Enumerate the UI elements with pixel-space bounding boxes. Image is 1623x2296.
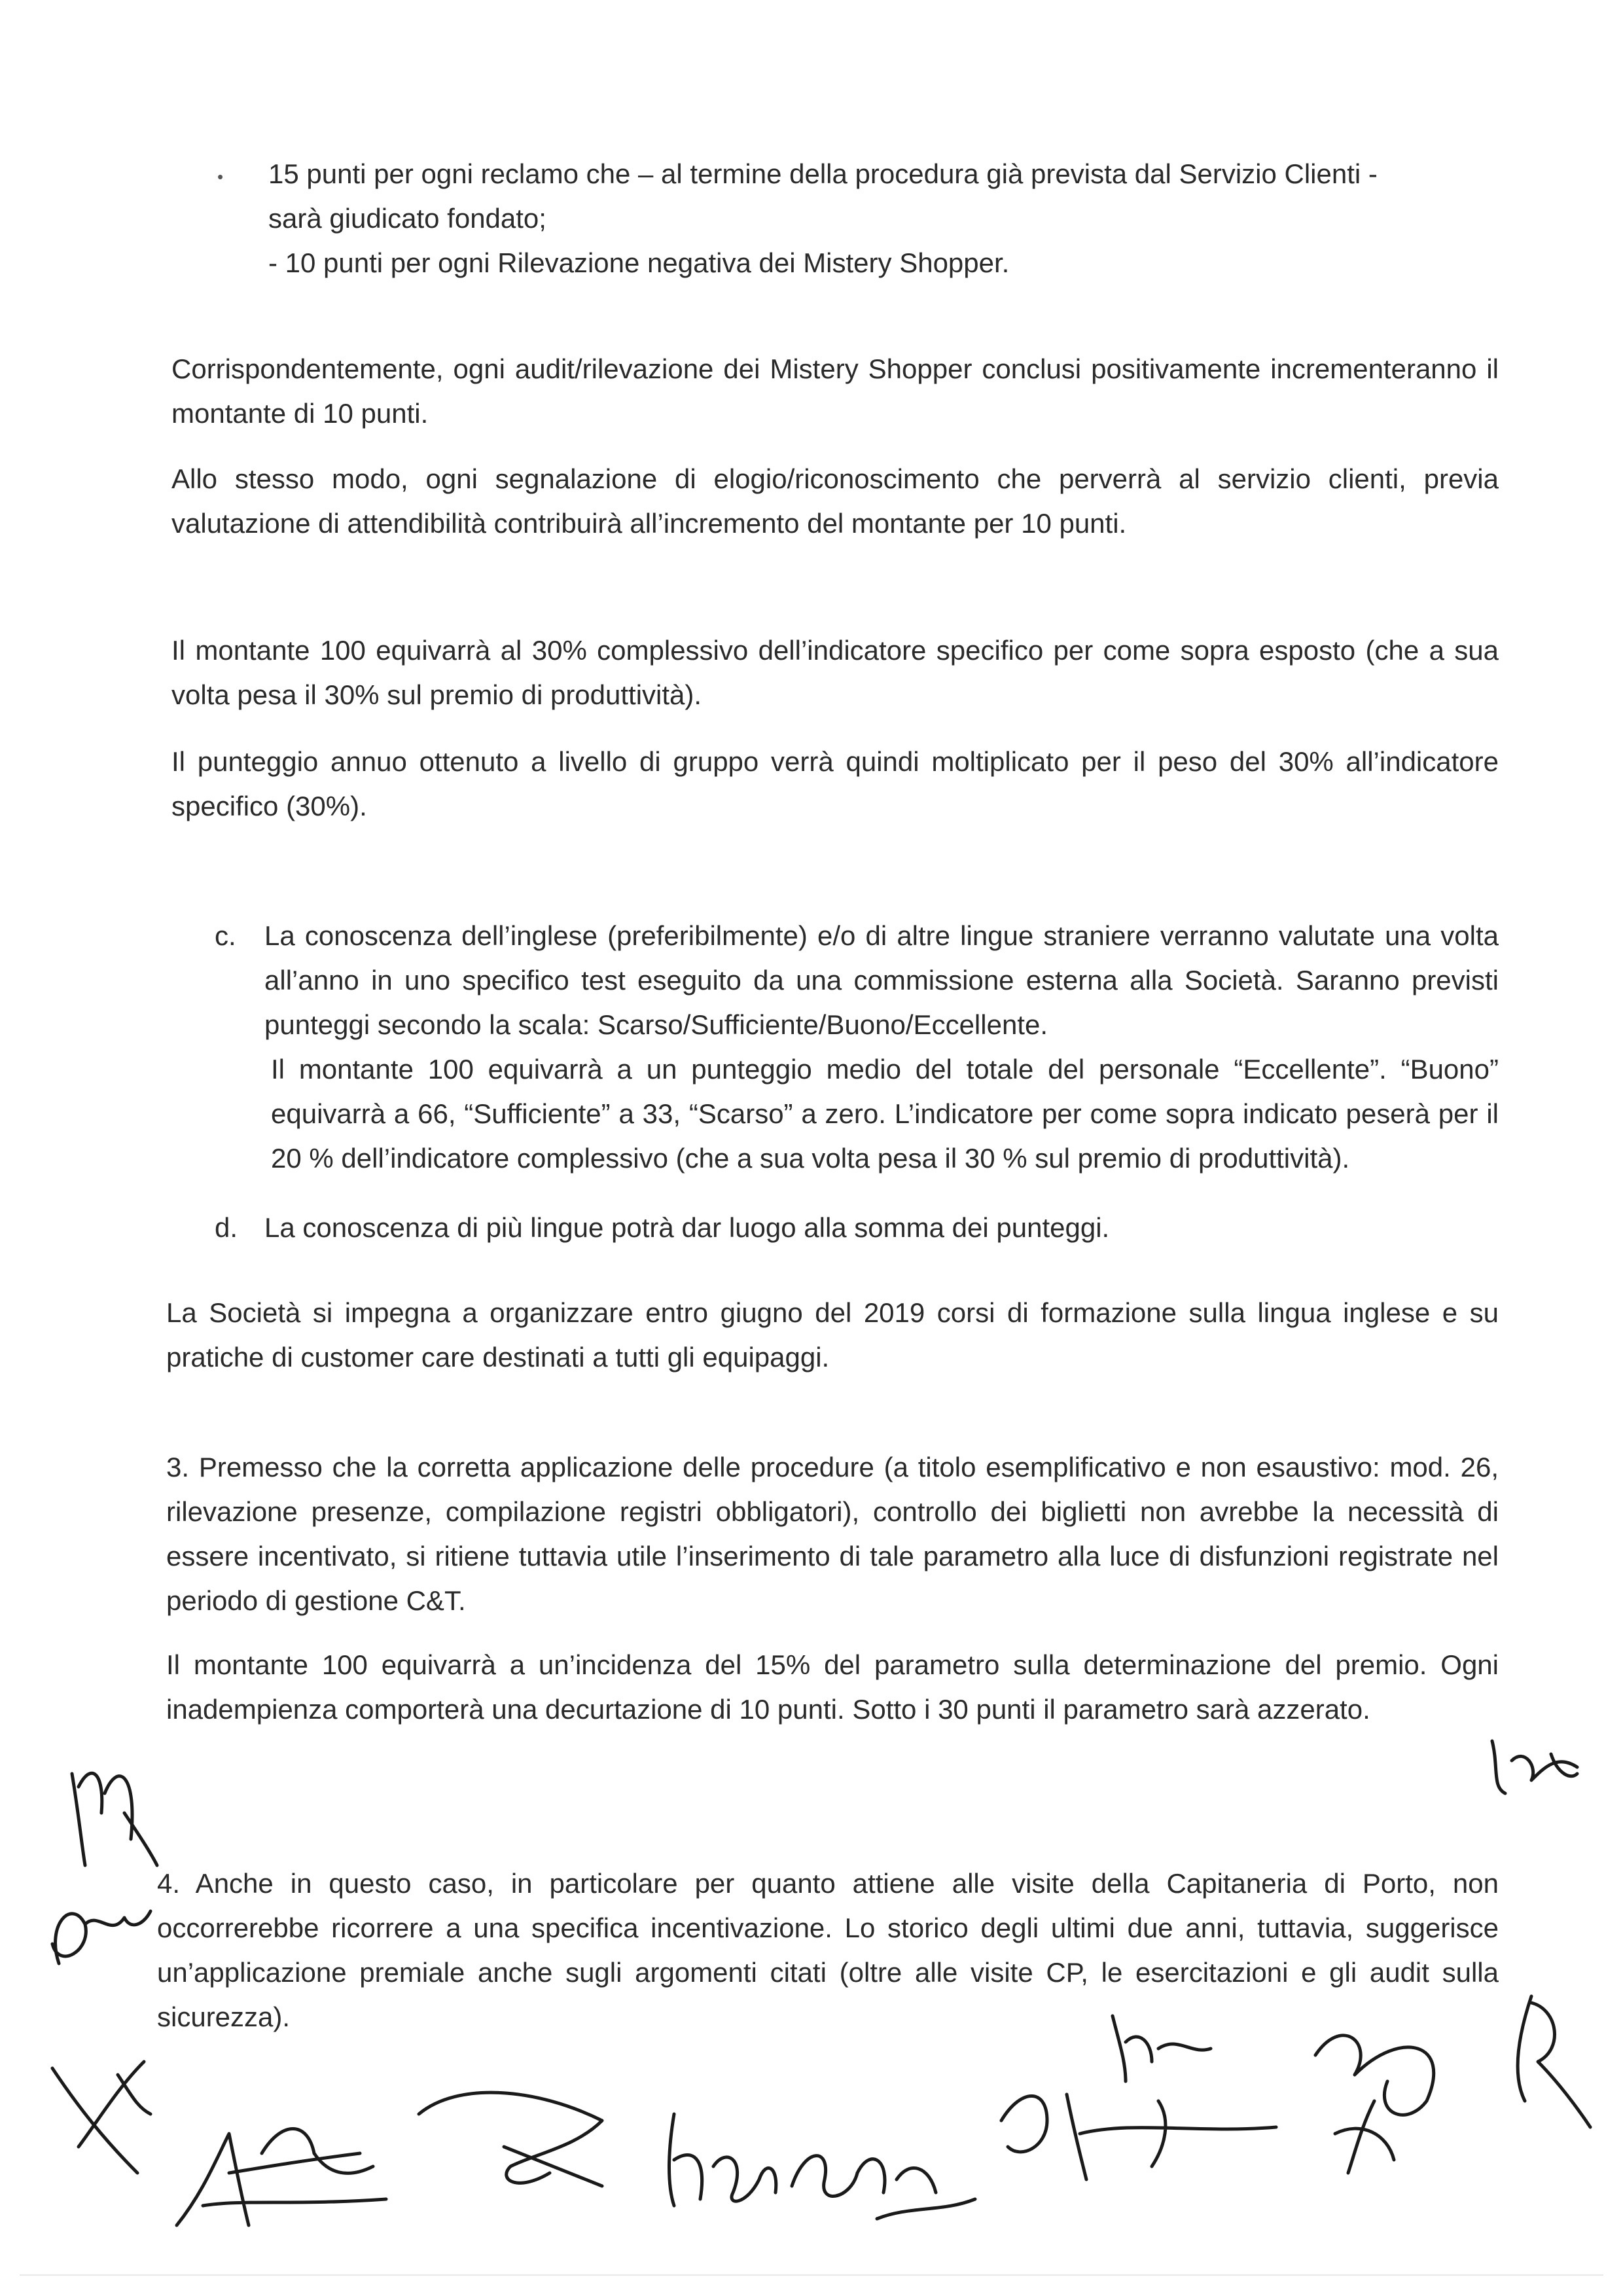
signature-bottom-1: [164, 2094, 412, 2245]
bullet-line-3: - 10 punti per ogni Rilevazione negativa dei Mistery Shopper.: [268, 247, 1010, 278]
paragraph-formazione: La Società si impegna a organizzare entro giugno del 2019 corsi di formazione sulla lingua inglese e su pratiche di customer care destinati a tutti gli equipaggi.: [166, 1297, 1499, 1372]
list-marker-d: d.: [215, 1212, 238, 1243]
signature-bottom-4: [779, 2108, 988, 2238]
list-item-c-text-1: La conoscenza dell’inglese (preferibilmente) e/o di altre lingue straniere verranno valutate una volta all’anno in uno specifico test eseguito da una commissione esterna alla Società. Saranno previsti punteggi secondo la scala: Scarso/Sufficiente/Buono/Eccellente.: [264, 920, 1499, 1040]
paragraph-elogio: Allo stesso modo, ogni segnalazione di elogio/riconoscimento che perverrà al servizio clienti, previa valutazione di attendibilità contribuirà all’incremento del montante per 10 punti.: [171, 463, 1499, 539]
paragraph-montante-30: Il montante 100 equivarrà al 30% complessivo dell’indicatore specifico per come sopra esposto (che a sua volta pesa il 30% sul premio di produttività).: [171, 635, 1499, 710]
list-item-c: [264, 914, 1499, 1181]
list-item-c-text-2: Il montante 100 equivarrà a un punteggio medio del totale del personale “Eccellente”. “Buono” equivarrà a 66, “Sufficiente” a 33, “Scarso” a zero. L’indicatore per come sopra indicato peserà per il 20 % dell’indicatore complessivo (che a sua volta pesa il 30 % sul premio di produttività).: [271, 1054, 1499, 1174]
signature-initials-right-1: [1479, 1728, 1584, 1806]
signature-bottom-3: [654, 2101, 785, 2212]
signature-initials-left-3: [39, 2049, 170, 2179]
list-marker-c: c.: [215, 920, 236, 951]
paragraph-capitaneria: 4. Anche in questo caso, in particolare per quanto attiene alle visite della Capitaneria di Porto, non occorrerebbe ricorrere a una specifica incentivazione. Lo storico degli ultimi due anni, tuttavia, suggerisce un’applicazione premiale anche sugli argomenti citati (oltre alle visite CP, le esercitazioni e gli audit sulla sicurezza).: [157, 1868, 1499, 2032]
paragraph-incidenza: Il montante 100 equivarrà a un’incidenza del 15% del parametro sulla determinazione del premio. Ogni inadempienza comporterà una decurtazione di 10 punti. Sotto i 30 punti il parametro sarà azzerato.: [166, 1649, 1499, 1725]
bullet-marker: •: [217, 167, 224, 187]
paragraph-mistery-shopper: Corrispondentemente, ogni audit/rilevazione dei Mistery Shopper conclusi positivamente incrementeranno il montante di 10 punti.: [171, 353, 1499, 429]
signature-bottom-5: [962, 1990, 1289, 2193]
signature-initials-right-2: [1492, 1983, 1597, 2134]
signature-initials-left-2: [33, 1885, 164, 1990]
signature-bottom-2: [406, 2075, 628, 2199]
page-bottom-edge: [20, 2274, 1603, 2276]
signature-right-scribble: [1296, 2003, 1466, 2179]
bullet-item-reclamo: [268, 152, 1499, 285]
bullet-line-2: sarà giudicato fondato;: [268, 203, 546, 234]
signature-initials-left-1: [52, 1734, 170, 1878]
list-item-d: La conoscenza di più lingue potrà dar luogo alla somma dei punteggi.: [264, 1212, 1110, 1243]
paragraph-procedure: 3. Premesso che la corretta applicazione delle procedure (a titolo esemplificativo e non esaustivo: mod. 26, rilevazione presenze, compilazione registri obbligatori), controllo dei biglietti non avrebbe la necessità di essere incentivato, si ritiene tuttavia utile l’inserimento di tale parametro alla luce di disfunzioni registrate nel periodo di gestione C&T.: [166, 1452, 1499, 1616]
bullet-line-1: 15 punti per ogni reclamo che – al termine della procedura già prevista dal Servizio Clienti -: [268, 158, 1378, 189]
paragraph-punteggio-annuo: Il punteggio annuo ottenuto a livello di gruppo verrà quindi moltiplicato per il peso del 30% all’indicatore specifico (30%).: [171, 746, 1499, 821]
